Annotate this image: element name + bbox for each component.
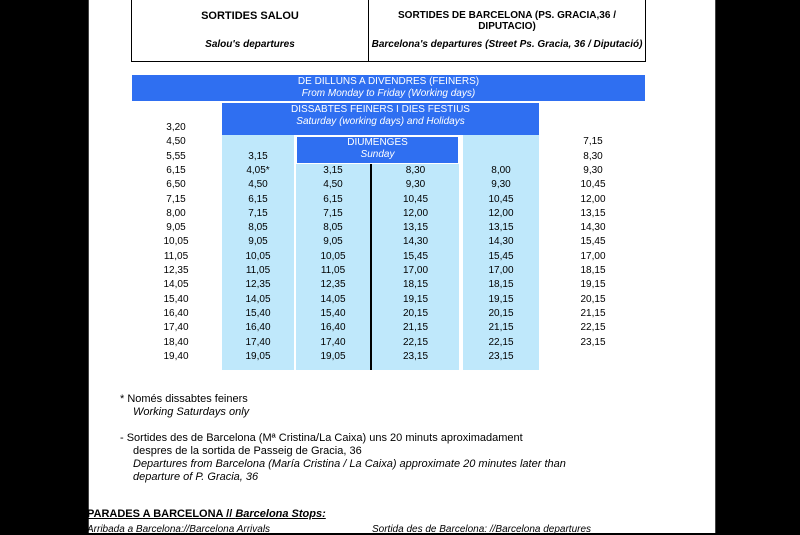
weekdays-label-ca: DE DILLUNS A DIVENDRES (FEINERS) bbox=[297, 76, 480, 87]
weekday-salou-time: 17,40 bbox=[163, 322, 189, 334]
weekday-barcelona-time: 18,15 bbox=[580, 265, 606, 276]
sunday-salou-time: 15,40 bbox=[320, 307, 346, 319]
saturdays-label-en: Saturday (working days) and Holidays bbox=[296, 116, 465, 127]
barcelona-subtitle: Barcelona's departures (Street Ps. Gracia, 36 / Diputació) bbox=[371, 39, 643, 50]
saturday-barcelona-time: 14,30 bbox=[488, 236, 514, 248]
sunday-salou-time: 3,15 bbox=[323, 164, 343, 176]
weekdays-label-en: From Monday to Friday (Working days) bbox=[301, 88, 476, 99]
salou-subtitle: Salou's departures bbox=[205, 39, 295, 50]
saturday-barcelona-time: 9,30 bbox=[491, 179, 511, 191]
barcelona-title: SORTIDES DE BARCELONA (PS. GRACIA,36 / DIPUTACIO) bbox=[398, 10, 616, 32]
note-barcelona-departures bbox=[120, 432, 566, 484]
weekday-salou-time: 18,40 bbox=[163, 336, 189, 348]
weekday-salou-time: 6,15 bbox=[166, 164, 186, 176]
arrivals-label: Arribada a Barcelona://Barcelona Arrivals bbox=[87, 524, 271, 535]
saturday-barcelona-time: 21,15 bbox=[488, 322, 514, 334]
sunday-salou-time: 16,40 bbox=[320, 322, 346, 334]
salou-header-cell bbox=[132, 0, 369, 61]
saturday-barcelona-time: 23,15 bbox=[488, 350, 514, 362]
saturday-barcelona-time: 8,00 bbox=[491, 164, 511, 176]
weekday-barcelona-time: 22,15 bbox=[580, 322, 606, 334]
stops-title-english: Barcelona Stops: bbox=[235, 508, 326, 520]
stops-title-catalan: PARADES A BARCELONA // bbox=[87, 508, 236, 520]
sunday-salou-time: 8,05 bbox=[323, 222, 343, 234]
saturday-barcelona-time: 18,15 bbox=[488, 279, 514, 291]
weekday-salou-time: 16,40 bbox=[163, 307, 189, 319]
sunday-salou-time: 11,05 bbox=[320, 265, 346, 276]
sunday-barcelona-time: 21,15 bbox=[402, 322, 429, 334]
weekday-salou-time: 6,50 bbox=[166, 179, 186, 191]
weekday-salou-time: 7,15 bbox=[166, 193, 186, 205]
weekday-salou-time: 12,35 bbox=[163, 265, 189, 276]
sunday-barcelona-time: 15,45 bbox=[402, 250, 429, 262]
sundays-band bbox=[296, 136, 459, 164]
sunday-barcelona-time: 18,15 bbox=[402, 279, 429, 291]
saturday-salou-time: 10,05 bbox=[245, 250, 271, 262]
notes bbox=[120, 393, 566, 497]
saturday-salou-time: 4,05* bbox=[246, 164, 270, 176]
sunday-salou-time: 17,40 bbox=[320, 336, 346, 348]
sunday-salou-time: 4,50 bbox=[323, 179, 343, 191]
barcelona-header-cell bbox=[369, 0, 645, 61]
weekday-barcelona-time: 8,30 bbox=[583, 150, 603, 162]
sunday-salou-time: 7,15 bbox=[323, 207, 343, 219]
note1-catalan: * Només dissabtes feiners bbox=[120, 393, 248, 405]
saturday-salou-time: 15,40 bbox=[245, 307, 271, 319]
weekday-salou-time: 9,05 bbox=[166, 222, 186, 234]
note2-english-line2: departure of P. Gracia, 36 bbox=[133, 471, 259, 483]
note1-english: Working Saturdays only bbox=[133, 406, 250, 418]
sunday-salou-time: 10,05 bbox=[320, 250, 346, 262]
weekday-barcelona-time: 15,45 bbox=[580, 236, 606, 248]
weekday-barcelona-time: 19,15 bbox=[580, 279, 606, 291]
saturday-salou-time: 11,05 bbox=[245, 265, 271, 276]
saturday-barcelona-time: 22,15 bbox=[488, 336, 514, 348]
saturday-salou-time: 17,40 bbox=[245, 336, 271, 348]
weekday-barcelona-time: 13,15 bbox=[580, 207, 606, 219]
weekday-barcelona-time: 9,30 bbox=[583, 164, 603, 176]
sunday-barcelona-time: 10,45 bbox=[402, 193, 429, 205]
weekday-barcelona-time: 10,45 bbox=[580, 179, 606, 191]
note2-catalan-line2: despres de la sortida de Passeig de Gracia, 36 bbox=[133, 445, 362, 457]
sunday-barcelona-time: 8,30 bbox=[405, 164, 426, 176]
saturday-barcelona-time: 20,15 bbox=[488, 307, 514, 319]
saturday-barcelona-time: 15,45 bbox=[488, 250, 514, 262]
sunday-barcelona-time: 23,15 bbox=[402, 350, 429, 362]
sunday-barcelona-time: 20,15 bbox=[402, 307, 429, 319]
weekday-barcelona-time: 17,00 bbox=[580, 250, 606, 262]
saturday-barcelona-time: 10,45 bbox=[488, 193, 514, 205]
weekday-salou-time: 14,05 bbox=[163, 279, 189, 291]
saturdays-band bbox=[222, 103, 539, 135]
saturday-barcelona-time: 13,15 bbox=[488, 222, 514, 234]
weekday-barcelona-time: 23,15 bbox=[580, 336, 606, 348]
saturday-salou-time: 9,05 bbox=[248, 236, 268, 248]
saturday-salou-time: 7,15 bbox=[248, 207, 268, 219]
weekday-salou-time: 8,00 bbox=[166, 207, 186, 219]
saturday-salou-time: 4,50 bbox=[248, 179, 268, 191]
sunday-barcelona-time: 9,30 bbox=[405, 179, 426, 191]
sundays-label-en: Sunday bbox=[360, 149, 395, 160]
departures-label: Sortida des de Barcelona: //Barcelona departures bbox=[372, 524, 592, 535]
sunday-barcelona-time: 17,00 bbox=[402, 265, 429, 276]
sunday-barcelona-time: 13,15 bbox=[402, 222, 429, 234]
saturday-salou-time: 14,05 bbox=[245, 293, 271, 305]
weekday-salou-time: 11,05 bbox=[163, 250, 189, 262]
barcelona-stops-heading bbox=[87, 508, 326, 520]
salou-title: SORTIDES SALOU bbox=[201, 10, 299, 22]
sunday-salou-time: 6,15 bbox=[323, 193, 343, 205]
sunday-salou-time: 12,35 bbox=[320, 279, 346, 291]
header-table bbox=[131, 0, 646, 62]
sundays-label-ca: DIUMENGES bbox=[347, 137, 408, 148]
saturday-salou-time: 16,40 bbox=[245, 322, 271, 334]
sunday-barcelona-time: 19,15 bbox=[402, 293, 429, 305]
weekdays-band bbox=[131, 74, 646, 102]
saturday-salou-time: 12,35 bbox=[245, 279, 271, 291]
saturday-barcelona-time: 12,00 bbox=[488, 207, 514, 219]
sunday-salou-time: 9,05 bbox=[323, 236, 343, 248]
weekday-barcelona-time: 20,15 bbox=[580, 293, 606, 305]
weekday-barcelona-time: 21,15 bbox=[580, 307, 606, 319]
weekday-salou-time: 19,40 bbox=[163, 350, 189, 362]
note-working-saturdays bbox=[120, 393, 566, 419]
weekday-barcelona-time: 12,00 bbox=[580, 193, 606, 205]
saturdays-label-ca: DISSABTES FEINERS I DIES FESTIUS bbox=[291, 104, 470, 115]
weekday-salou-time: 10,05 bbox=[163, 236, 189, 248]
sunday-barcelona-time: 14,30 bbox=[402, 236, 429, 248]
saturday-salou-time: 6,15 bbox=[248, 193, 268, 205]
sunday-salou-time: 19,05 bbox=[320, 350, 346, 362]
weekday-salou-time: 3,20 bbox=[166, 122, 186, 133]
weekday-salou-time: 15,40 bbox=[163, 293, 189, 305]
weekday-salou-time: 5,55 bbox=[166, 150, 186, 162]
weekday-barcelona-time: 14,30 bbox=[580, 222, 606, 234]
saturday-barcelona-time: 17,00 bbox=[488, 265, 514, 276]
sunday-barcelona-time: 22,15 bbox=[402, 336, 429, 348]
weekday-barcelona-time: 7,15 bbox=[583, 136, 603, 148]
weekday-salou-time: 4,50 bbox=[166, 136, 186, 148]
saturday-salou-time: 3,15 bbox=[248, 150, 268, 162]
saturday-salou-time: 19,05 bbox=[245, 350, 271, 362]
note2-catalan-line1: - Sortides des de Barcelona (Mª Cristina/La Caixa) uns 20 minuts aproximadament bbox=[120, 432, 523, 444]
saturday-salou-time: 8,05 bbox=[248, 222, 268, 234]
note2-english-line1: Departures from Barcelona (María Cristina / La Caixa) approximate 20 minutes later than bbox=[133, 458, 566, 470]
saturday-barcelona-time: 19,15 bbox=[488, 293, 514, 305]
sunday-barcelona-time: 12,00 bbox=[402, 207, 429, 219]
sunday-salou-time: 14,05 bbox=[320, 293, 346, 305]
